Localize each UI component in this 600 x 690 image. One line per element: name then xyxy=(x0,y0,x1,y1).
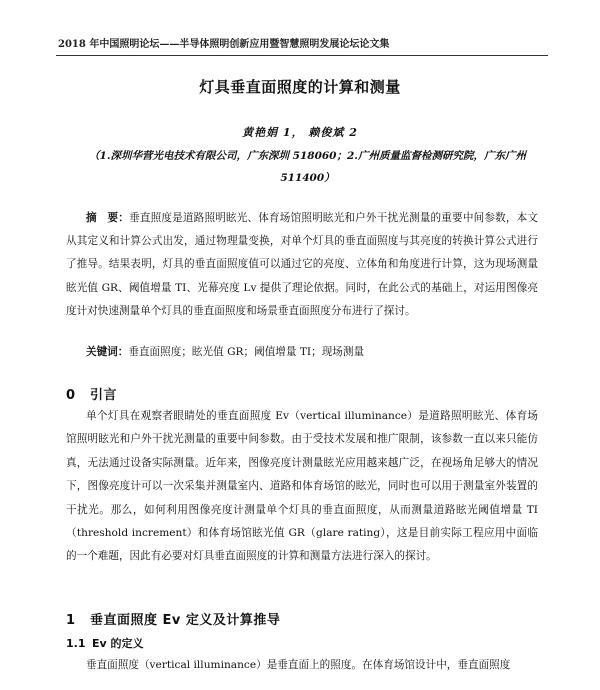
section-1-number: 1 xyxy=(66,613,76,628)
header-rule xyxy=(56,55,548,56)
keywords-label: 关键词： xyxy=(86,346,129,358)
section-1-heading xyxy=(66,609,280,628)
section-1-1-number: 1.1 xyxy=(66,637,86,650)
paper-authors: 黄艳娟 1， 赖俊斌 2 xyxy=(242,126,358,139)
paper-affiliations: （1.深圳华营光电技术有限公司，广东深圳 518060；2.广州质量监督检测研究院，广东广州 511400） xyxy=(89,150,526,184)
section-0-title: 引言 xyxy=(90,388,118,403)
paper-title: 灯具垂直面照度的计算和测量 xyxy=(199,78,401,96)
section-0-number: 0 xyxy=(66,388,76,403)
section-1-1-heading xyxy=(66,635,144,651)
keywords-text: 垂直面照度；眩光值 GR；阈值增量 TI；现场测量 xyxy=(128,346,365,358)
section-1-title: 垂直面照度 Ev 定义及计算推导 xyxy=(90,613,281,628)
section-0-heading xyxy=(66,384,117,403)
abstract xyxy=(66,207,538,323)
abstract-label: 摘 要： xyxy=(86,212,130,224)
abstract-text: 垂直照度是道路照明眩光、体育场馆照明眩光和户外干扰光测量的重要中间参数，本文从其定义和计算公式出发，通过物理量变换，对单个灯具的垂直面照度与其亮度的转换计算公式进行了推导。结果表明，灯具的垂直面照度值可以通过它的亮度、立体角和角度进行计算，这为现场测量眩光值 GR、阈值增量 TI、光幕亮度 Lv 提供了理论依据。同时，在此公式的基础上，对运用图像亮度计对快速测量单个灯具的垂直面照度和场景垂直面照度分布进行了探讨。 xyxy=(66,212,539,317)
section-0-paragraph: 单个灯具在观察者眼睛处的垂直面照度 Ev（vertical illuminance）是道路照明眩光、体育场馆照明眩光和户外干扰光测量的重要中间参数。由于受技术发展和推广限制，该参数一直以来只能仿真，无法通过设备实际测量。近年来，图像亮度计测量眩光应用越来越广泛，在视场角足够大的情况下，图像亮度计可以一次采集并测量室内、道路和体育场馆的眩光，同时也可以用于测量室外装置的干扰光。那么，如何利用图像亮度计测量单个灯具的垂直面照度，从而测量道路眩光阈值增量 TI（threshold increment）和体育场馆眩光值 GR（glare rating），这是目前实际工程应用中面临的一个难题，因此有必要对灯具垂直面照度的计算和测量方法进行深入的探讨。 xyxy=(66,410,538,563)
section-1-1-paragraph: 垂直面照度（vertical illuminance）是垂直面上的照度。在体育场馆设计中，垂直面照度 xyxy=(86,659,511,671)
section-1-1-title: Ev 的定义 xyxy=(92,637,144,650)
running-header: 2018 年中国照明论坛——半导体照明创新应用暨智慧照明发展论坛论文集 xyxy=(58,39,390,50)
keywords xyxy=(86,342,538,362)
